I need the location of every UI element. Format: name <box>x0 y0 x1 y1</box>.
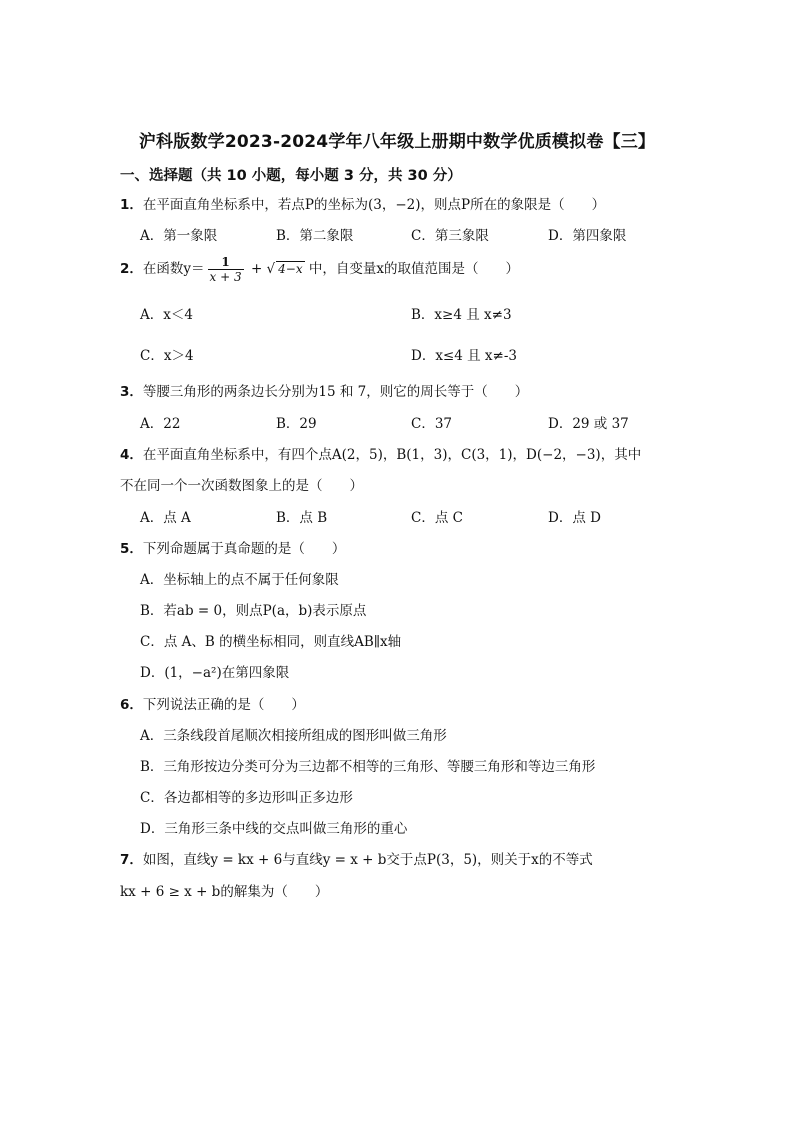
sqrt-symbol: √ <box>266 261 276 277</box>
option-a: A．点 A <box>140 510 191 526</box>
fraction <box>208 255 244 284</box>
option-b: B．点 B <box>276 510 328 526</box>
question-7-line-2: kx + 6 ≥ x + b的解集为（ ） <box>120 884 329 900</box>
option-d: D．点 D <box>548 510 601 526</box>
option-c: C．点 C <box>411 510 463 526</box>
option-b: B．x≥4 且 x≠3 <box>411 307 512 323</box>
question-number: 2． <box>120 261 143 277</box>
option-c: C．第三象限 <box>411 228 489 244</box>
option-c: C．37 <box>411 416 453 432</box>
option-b: B．若ab = 0，则点P(a，b)表示原点 <box>140 603 367 619</box>
question-text: 在平面直角坐标系中，若点P的坐标为(3，−2)，则点P所在的象限是（ ） <box>142 197 606 213</box>
option-b: B．29 <box>276 416 317 432</box>
page-title: 沪科版数学2023-2024学年八年级上册期中数学优质模拟卷【三】 <box>138 132 656 152</box>
question-number: 7． <box>120 852 143 868</box>
option-c: C．各边都相等的多边形叫正多边形 <box>140 790 353 806</box>
option-a: A．坐标轴上的点不属于任何象限 <box>140 572 339 588</box>
option-a: A．第一象限 <box>140 228 218 244</box>
question-text: 如图，直线y = kx + 6与直线y = x + b交于点P(3，5)，则关于x的不等式 <box>142 852 593 868</box>
option-d: D．29 或 37 <box>548 416 629 432</box>
question-text: 在平面直角坐标系中，有四个点A(2，5)，B(1，3)，C(3，1)，D(−2，−3)，其中 <box>142 447 642 463</box>
option-d: D．第四象限 <box>548 228 627 244</box>
question-2 <box>120 252 519 286</box>
question-3 <box>120 382 528 402</box>
option-a: A．22 <box>140 416 181 432</box>
section-heading: 一、选择题（共 10 小题，每小题 3 分，共 30 分） <box>120 168 462 184</box>
sqrt-body: 4−x <box>278 262 303 276</box>
question-text: 下列命题属于真命题的是（ ） <box>142 541 346 557</box>
fraction-denominator: x + 3 <box>209 270 242 284</box>
option-c: C．x＞4 <box>140 348 194 364</box>
question-number: 5． <box>120 541 143 557</box>
question-1 <box>120 195 605 215</box>
option-a: A．x＜4 <box>140 307 193 323</box>
plus-sign: + <box>250 261 263 277</box>
option-b: B．三角形按边分类可分为三边都不相等的三角形、等腰三角形和等边三角形 <box>140 759 596 775</box>
option-c: C．点 A、B 的横坐标相同，则直线AB∥x轴 <box>140 634 402 650</box>
question-text-pre: 在函数y＝ <box>142 261 205 277</box>
option-d: D．x≤4 且 x≠-3 <box>411 348 517 364</box>
question-4-line-2: 不在同一个一次函数图象上的是（ ） <box>120 478 363 494</box>
question-7 <box>120 850 593 870</box>
question-6 <box>120 695 305 715</box>
question-number: 3． <box>120 384 143 400</box>
question-text: 等腰三角形的两条边长分别为15 和 7，则它的周长等于（ ） <box>142 384 529 400</box>
question-text-post: 中，自变量x的取值范围是（ ） <box>308 261 520 277</box>
question-4 <box>120 445 641 465</box>
question-number: 6． <box>120 697 143 713</box>
question-text: 下列说法正确的是（ ） <box>142 697 305 713</box>
question-number: 4． <box>120 447 143 463</box>
question-5 <box>120 539 345 559</box>
option-d: D．三角形三条中线的交点叫做三角形的重心 <box>140 821 408 837</box>
option-d: D．(1，−a²)在第四象限 <box>140 665 290 681</box>
fraction-numerator: 1 <box>208 255 244 270</box>
option-a: A．三条线段首尾顺次相接所组成的图形叫做三角形 <box>140 728 447 744</box>
option-b: B．第二象限 <box>276 228 354 244</box>
question-number: 1． <box>120 197 143 213</box>
